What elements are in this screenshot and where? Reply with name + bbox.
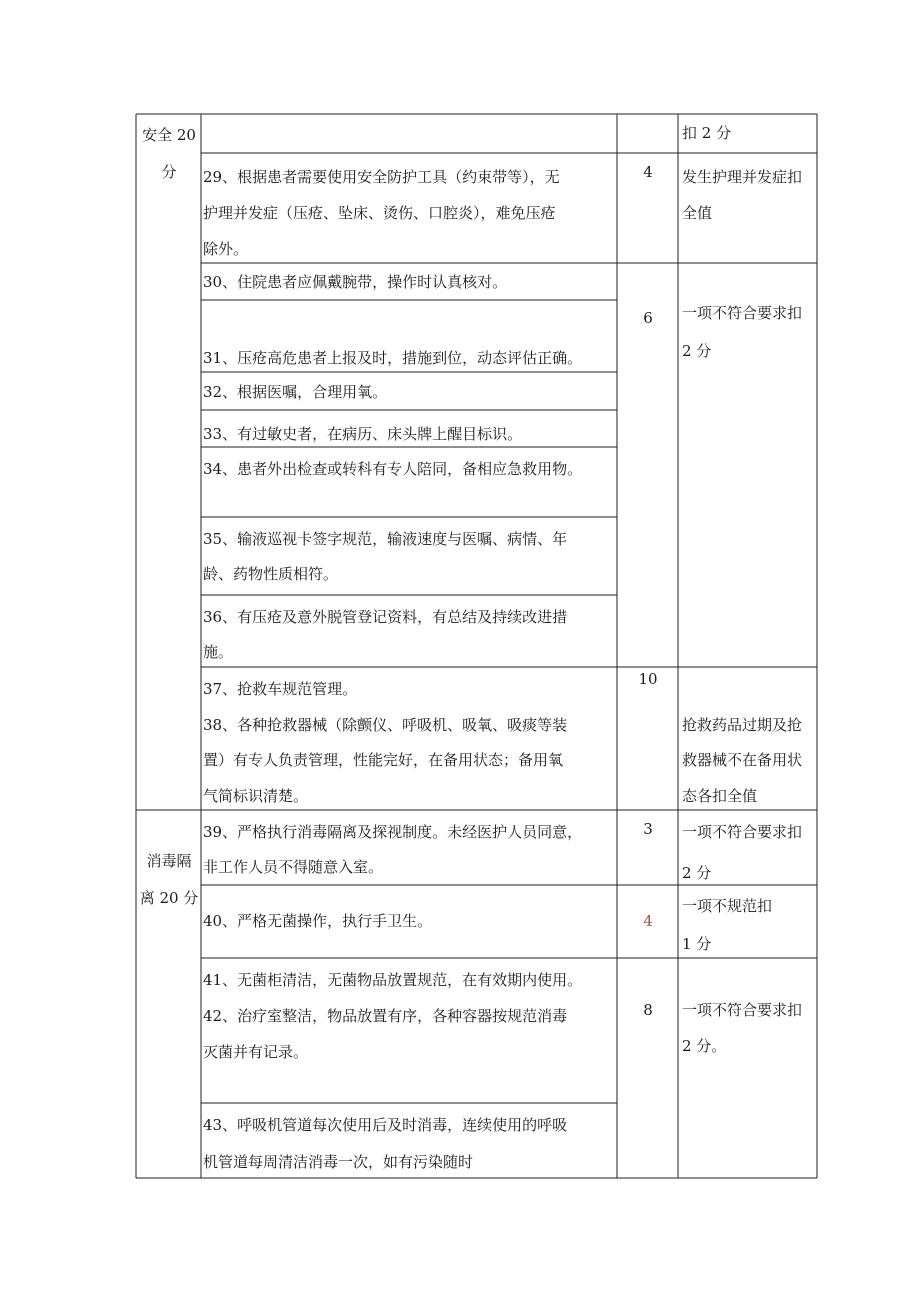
deduct-top: 扣 2 分	[682, 124, 732, 142]
item-33: 33、有过敏史者，在病历、床头牌上醒目标识。	[203, 425, 523, 443]
deduct-group8-line1: 一项不符合要求扣	[682, 1001, 803, 1019]
score-40: 4	[643, 912, 653, 930]
score-group8: 8	[643, 1001, 653, 1019]
item-39-line1: 39、严格执行消毒隔离及探视制度。未经医护人员同意，	[203, 823, 583, 841]
item-37: 37、抢救车规范管理。	[203, 680, 358, 698]
item-42-line2: 灭菌并有记录。	[203, 1043, 309, 1061]
item-43-line1: 43、呼吸机管道每次使用后及时消毒，连续使用的呼吸	[203, 1116, 568, 1134]
item-29-line1: 29、根据患者需要使用安全防护工具（约束带等），无	[203, 168, 560, 186]
category-safety-line1: 安全 20	[142, 126, 196, 144]
deduct-40-line2: 1 分	[682, 935, 712, 953]
deduct-29-line1: 发生护理并发症扣	[682, 168, 803, 186]
score-group10: 10	[638, 670, 658, 688]
item-29-line3: 除外。	[203, 240, 249, 258]
deduct-group10-line1: 抢救药品过期及抢	[682, 716, 803, 734]
item-38-line3: 气简标识清楚。	[203, 787, 309, 805]
deduct-group8-line2: 2 分。	[682, 1037, 727, 1055]
category-disinfection-line1: 消毒隔	[146, 852, 192, 870]
item-42-line1: 42、治疗室整洁，物品放置有序，各种容器按规范消毒	[203, 1007, 568, 1025]
score-29: 4	[643, 163, 653, 181]
deduct-39-line2: 2 分	[682, 864, 712, 882]
item-35-line1: 35、输液巡视卡签字规范，输液速度与医嘱、病情、年	[203, 530, 568, 548]
item-34: 34、患者外出检查或转科有专人陪同，备相应急救用物。	[203, 460, 583, 478]
item-38-line1: 38、各种抢救器械（除颤仪、呼吸机、吸氧、吸痰等装	[203, 716, 568, 734]
item-35-line2: 龄、药物性质相符。	[203, 565, 339, 583]
item-38-line2: 置）有专人负责管理，性能完好，在备用状态；备用氧	[203, 751, 564, 769]
item-40: 40、严格无菌操作，执行手卫生。	[203, 912, 433, 930]
category-safety-line2: 分	[161, 163, 177, 181]
deduct-group10-line2: 救器械不在备用状	[682, 751, 803, 769]
deduct-group10-line3: 态各扣全值	[682, 787, 758, 805]
deduct-29-line2: 全值	[682, 204, 713, 222]
deduct-39-line1: 一项不符合要求扣	[682, 823, 803, 841]
item-36-line2: 施。	[203, 643, 234, 661]
item-43-line2: 机管道每周清洁消毒一次，如有污染随时	[203, 1153, 474, 1171]
item-32: 32、根据医嘱，合理用氧。	[203, 383, 388, 401]
deduct-group6-line1: 一项不符合要求扣	[682, 304, 803, 322]
category-disinfection-line2: 离 20 分	[139, 889, 199, 907]
item-39-line2: 非工作人员不得随意入室。	[203, 858, 384, 876]
item-36-line1: 36、有压疮及意外脱管登记资料，有总结及持续改进措	[203, 608, 568, 626]
item-29-line2: 护理并发症（压疮、坠床、烫伤、口腔炎），难免压疮	[203, 204, 556, 222]
score-39: 3	[643, 820, 653, 838]
item-30: 30、住院患者应佩戴腕带，操作时认真核对。	[203, 273, 508, 291]
score-group6: 6	[643, 309, 653, 327]
item-41: 41、无菌柜清洁，无菌物品放置规范，在有效期内使用。	[203, 971, 583, 989]
deduct-40-line1: 一项不规范扣	[682, 897, 773, 915]
deduct-group6-line2: 2 分	[682, 342, 712, 360]
item-31: 31、压疮高危患者上报及时，措施到位，动态评估正确。	[203, 349, 583, 367]
